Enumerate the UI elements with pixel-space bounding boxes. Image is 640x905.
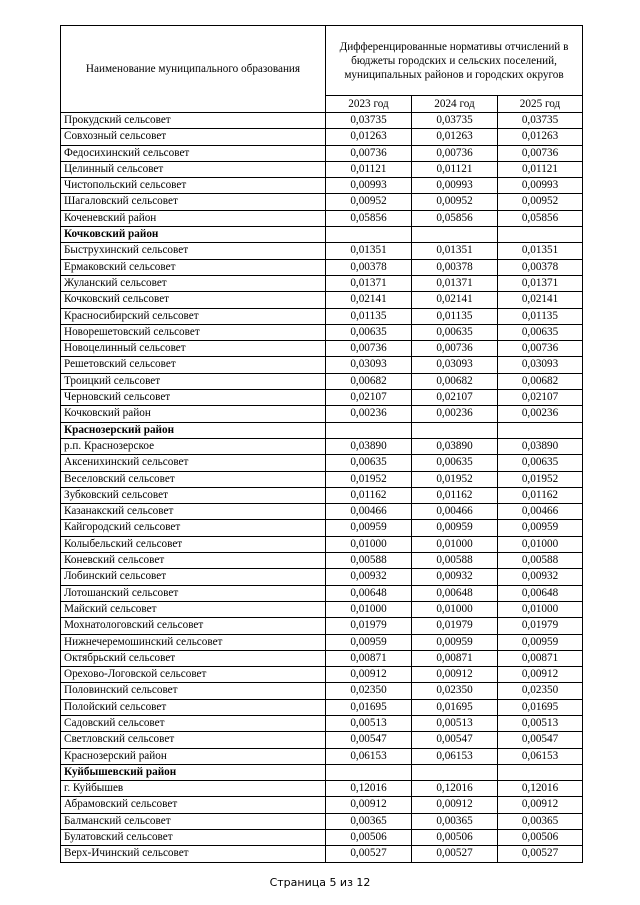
norm-value-2023: 0,00959 <box>326 634 412 650</box>
header-year-2025: 2025 год <box>498 96 583 113</box>
norm-value-2024: 0,01351 <box>412 243 498 259</box>
norm-value-2025: 0,00466 <box>498 504 583 520</box>
norm-value-2024: 0,03093 <box>412 357 498 373</box>
table-row <box>61 830 583 846</box>
norm-value-2023: 0,00527 <box>326 846 412 862</box>
norm-value-2023: 0,03735 <box>326 113 412 129</box>
municipality-name: Лотошанский сельсовет <box>61 585 326 601</box>
municipality-name: Булатовский сельсовет <box>61 830 326 846</box>
table-row <box>61 308 583 324</box>
norm-value-2025: 0,01695 <box>498 699 583 715</box>
norm-value-2023: 0,02350 <box>326 683 412 699</box>
header-year-2023: 2023 год <box>326 96 412 113</box>
table-row <box>61 781 583 797</box>
municipality-name: Федосихинский сельсовет <box>61 145 326 161</box>
norm-value-2023: 0,00993 <box>326 178 412 194</box>
norm-value-2023: 0,01371 <box>326 275 412 291</box>
norm-value-2025: 0,00959 <box>498 520 583 536</box>
norm-value-2024: 0,12016 <box>412 781 498 797</box>
municipality-name: Абрамовский сельсовет <box>61 797 326 813</box>
table-row <box>61 113 583 129</box>
norm-value-2023: 0,01351 <box>326 243 412 259</box>
table-row <box>61 846 583 862</box>
norm-value-2024: 0,00648 <box>412 585 498 601</box>
norm-value-2023: 0,00506 <box>326 830 412 846</box>
section-row <box>61 764 583 780</box>
empty-cell <box>326 764 412 780</box>
norm-value-2024: 0,00527 <box>412 846 498 862</box>
norm-value-2024: 0,01371 <box>412 275 498 291</box>
empty-cell <box>412 764 498 780</box>
norm-value-2025: 0,01000 <box>498 536 583 552</box>
norm-value-2025: 0,02350 <box>498 683 583 699</box>
norm-value-2025: 0,01952 <box>498 471 583 487</box>
norm-value-2024: 0,00736 <box>412 341 498 357</box>
norm-value-2023: 0,00912 <box>326 667 412 683</box>
norm-value-2024: 0,00635 <box>412 455 498 471</box>
table-row <box>61 520 583 536</box>
norm-value-2024: 0,00959 <box>412 520 498 536</box>
table-row <box>61 650 583 666</box>
table-row <box>61 536 583 552</box>
table-row <box>61 161 583 177</box>
norm-value-2025: 0,01000 <box>498 601 583 617</box>
table-row <box>61 145 583 161</box>
norm-value-2023: 0,02141 <box>326 292 412 308</box>
municipality-name: Кочковский район <box>61 406 326 422</box>
municipality-name: Ермаковский сельсовет <box>61 259 326 275</box>
table-row <box>61 487 583 503</box>
norm-value-2024: 0,00871 <box>412 650 498 666</box>
table-row <box>61 748 583 764</box>
municipality-name: Жуланский сельсовет <box>61 275 326 291</box>
norm-value-2023: 0,00588 <box>326 553 412 569</box>
empty-cell <box>498 422 583 438</box>
table-row <box>61 259 583 275</box>
municipality-name: Черновский сельсовет <box>61 390 326 406</box>
norm-value-2025: 0,00506 <box>498 830 583 846</box>
municipality-name: Полойский сельсовет <box>61 699 326 715</box>
norm-value-2024: 0,01135 <box>412 308 498 324</box>
table-row <box>61 813 583 829</box>
table-row <box>61 324 583 340</box>
norm-value-2025: 0,00527 <box>498 846 583 862</box>
table-row <box>61 667 583 683</box>
norm-value-2025: 0,03890 <box>498 438 583 454</box>
norm-value-2025: 0,01351 <box>498 243 583 259</box>
table-row <box>61 275 583 291</box>
empty-cell <box>498 764 583 780</box>
norm-value-2023: 0,00635 <box>326 324 412 340</box>
municipality-name: Совхозный сельсовет <box>61 129 326 145</box>
norm-value-2025: 0,05856 <box>498 210 583 226</box>
norm-value-2025: 0,00547 <box>498 732 583 748</box>
norm-value-2025: 0,00912 <box>498 667 583 683</box>
norm-value-2023: 0,03890 <box>326 438 412 454</box>
norm-value-2024: 0,01121 <box>412 161 498 177</box>
norm-value-2024: 0,03890 <box>412 438 498 454</box>
municipality-name: Красносибирский сельсовет <box>61 308 326 324</box>
municipality-name: Колыбельский сельсовет <box>61 536 326 552</box>
norm-value-2023: 0,00365 <box>326 813 412 829</box>
norm-value-2025: 0,00635 <box>498 455 583 471</box>
norm-value-2023: 0,00466 <box>326 504 412 520</box>
municipality-name: Половинский сельсовет <box>61 683 326 699</box>
norm-value-2023: 0,00871 <box>326 650 412 666</box>
norm-value-2025: 0,00993 <box>498 178 583 194</box>
municipality-name: Краснозерский район <box>61 748 326 764</box>
norm-value-2025: 0,00236 <box>498 406 583 422</box>
norm-value-2023: 0,01000 <box>326 601 412 617</box>
municipality-name: Новоцелинный сельсовет <box>61 341 326 357</box>
norm-value-2023: 0,01121 <box>326 161 412 177</box>
norm-value-2023: 0,01135 <box>326 308 412 324</box>
norm-value-2024: 0,00932 <box>412 569 498 585</box>
municipality-name: Кайгородский сельсовет <box>61 520 326 536</box>
table-row <box>61 243 583 259</box>
norm-value-2024: 0,02350 <box>412 683 498 699</box>
norm-value-2024: 0,00378 <box>412 259 498 275</box>
municipality-name: Мохнатологовский сельсовет <box>61 618 326 634</box>
norm-value-2025: 0,00871 <box>498 650 583 666</box>
norm-value-2023: 0,00547 <box>326 732 412 748</box>
table-row <box>61 406 583 422</box>
municipality-name: г. Куйбышев <box>61 781 326 797</box>
table-row <box>61 194 583 210</box>
municipality-name: Решетовский сельсовет <box>61 357 326 373</box>
header-norms-group: Дифференцированные нормативы отчислений в бюджеты городских и сельских поселений, муниципальных районов и городских округов <box>326 26 583 96</box>
norm-value-2024: 0,00912 <box>412 797 498 813</box>
norm-value-2023: 0,02107 <box>326 390 412 406</box>
norm-value-2023: 0,00952 <box>326 194 412 210</box>
table-row <box>61 732 583 748</box>
norm-value-2024: 0,01263 <box>412 129 498 145</box>
norm-value-2024: 0,00466 <box>412 504 498 520</box>
norm-value-2025: 0,00952 <box>498 194 583 210</box>
norm-value-2025: 0,02141 <box>498 292 583 308</box>
table-row <box>61 129 583 145</box>
municipality-name: Аксенихинский сельсовет <box>61 455 326 471</box>
norm-value-2023: 0,00236 <box>326 406 412 422</box>
table-row <box>61 699 583 715</box>
norm-value-2025: 0,00912 <box>498 797 583 813</box>
municipality-name: Садовский сельсовет <box>61 715 326 731</box>
table-body <box>61 113 583 863</box>
norm-value-2024: 0,01000 <box>412 601 498 617</box>
table-row <box>61 373 583 389</box>
municipality-name: Верх-Ичинский сельсовет <box>61 846 326 862</box>
norm-value-2025: 0,00736 <box>498 145 583 161</box>
section-title: Кочковский район <box>61 227 326 243</box>
norm-value-2025: 0,00959 <box>498 634 583 650</box>
norm-value-2025: 0,01162 <box>498 487 583 503</box>
table-row <box>61 357 583 373</box>
municipality-name: Чистопольский сельсовет <box>61 178 326 194</box>
norm-value-2025: 0,03093 <box>498 357 583 373</box>
norm-value-2023: 0,01000 <box>326 536 412 552</box>
table-row <box>61 504 583 520</box>
norm-value-2024: 0,02107 <box>412 390 498 406</box>
municipality-name: Новорешетовский сельсовет <box>61 324 326 340</box>
norm-value-2023: 0,01162 <box>326 487 412 503</box>
norm-value-2024: 0,02141 <box>412 292 498 308</box>
municipality-name: Коневский сельсовет <box>61 553 326 569</box>
norm-value-2024: 0,00236 <box>412 406 498 422</box>
norm-value-2023: 0,00912 <box>326 797 412 813</box>
table-row <box>61 585 583 601</box>
municipality-name: Лобинский сельсовет <box>61 569 326 585</box>
norm-value-2025: 0,01371 <box>498 275 583 291</box>
table-row <box>61 797 583 813</box>
norm-value-2024: 0,00952 <box>412 194 498 210</box>
norm-value-2024: 0,01162 <box>412 487 498 503</box>
table-row <box>61 618 583 634</box>
table-row <box>61 601 583 617</box>
table-row <box>61 341 583 357</box>
municipality-name: Орехово-Логовской сельсовет <box>61 667 326 683</box>
municipality-name: Кочковский сельсовет <box>61 292 326 308</box>
norm-value-2023: 0,00682 <box>326 373 412 389</box>
norm-value-2025: 0,12016 <box>498 781 583 797</box>
norm-value-2025: 0,00932 <box>498 569 583 585</box>
municipality-name: Шагаловский сельсовет <box>61 194 326 210</box>
municipality-name: Октябрьский сельсовет <box>61 650 326 666</box>
table-row <box>61 471 583 487</box>
norm-value-2024: 0,00365 <box>412 813 498 829</box>
norm-value-2024: 0,00506 <box>412 830 498 846</box>
norm-value-2025: 0,00648 <box>498 585 583 601</box>
norm-value-2024: 0,00736 <box>412 145 498 161</box>
norm-value-2024: 0,06153 <box>412 748 498 764</box>
municipality-name: Казанакский сельсовет <box>61 504 326 520</box>
norm-value-2025: 0,00378 <box>498 259 583 275</box>
norm-value-2023: 0,00959 <box>326 520 412 536</box>
municipality-name: Прокудский сельсовет <box>61 113 326 129</box>
table-row <box>61 569 583 585</box>
norm-value-2023: 0,03093 <box>326 357 412 373</box>
norm-value-2023: 0,00378 <box>326 259 412 275</box>
norm-value-2025: 0,06153 <box>498 748 583 764</box>
norm-value-2025: 0,00682 <box>498 373 583 389</box>
norm-value-2023: 0,05856 <box>326 210 412 226</box>
municipality-name: Майский сельсовет <box>61 601 326 617</box>
norm-value-2023: 0,00513 <box>326 715 412 731</box>
norm-value-2023: 0,01952 <box>326 471 412 487</box>
section-title: Краснозерский район <box>61 422 326 438</box>
municipality-name: Веселовский сельсовет <box>61 471 326 487</box>
table-row <box>61 634 583 650</box>
norm-value-2025: 0,02107 <box>498 390 583 406</box>
norm-value-2024: 0,01000 <box>412 536 498 552</box>
norm-value-2023: 0,00736 <box>326 145 412 161</box>
norm-value-2024: 0,00682 <box>412 373 498 389</box>
norm-value-2025: 0,00588 <box>498 553 583 569</box>
table-row <box>61 715 583 731</box>
norm-value-2023: 0,01263 <box>326 129 412 145</box>
header-year-2024: 2024 год <box>412 96 498 113</box>
norm-value-2025: 0,00736 <box>498 341 583 357</box>
norm-value-2024: 0,00635 <box>412 324 498 340</box>
norm-value-2024: 0,05856 <box>412 210 498 226</box>
table-row <box>61 292 583 308</box>
norm-value-2024: 0,01952 <box>412 471 498 487</box>
norm-value-2023: 0,06153 <box>326 748 412 764</box>
norm-value-2023: 0,00736 <box>326 341 412 357</box>
norm-value-2025: 0,03735 <box>498 113 583 129</box>
table-row <box>61 390 583 406</box>
norm-value-2023: 0,00648 <box>326 585 412 601</box>
table-row <box>61 553 583 569</box>
municipality-name: Балманский сельсовет <box>61 813 326 829</box>
norm-value-2024: 0,01979 <box>412 618 498 634</box>
municipality-name: р.п. Краснозерское <box>61 438 326 454</box>
norm-value-2023: 0,12016 <box>326 781 412 797</box>
norm-value-2023: 0,00932 <box>326 569 412 585</box>
norm-value-2023: 0,01695 <box>326 699 412 715</box>
norm-value-2025: 0,01979 <box>498 618 583 634</box>
table-row <box>61 438 583 454</box>
norm-value-2024: 0,01695 <box>412 699 498 715</box>
norm-value-2024: 0,00959 <box>412 634 498 650</box>
municipality-name: Коченевский район <box>61 210 326 226</box>
header-name-column: Наименование муниципального образования <box>61 26 326 113</box>
norm-value-2024: 0,00993 <box>412 178 498 194</box>
municipality-name: Быструхинский сельсовет <box>61 243 326 259</box>
norm-value-2023: 0,01979 <box>326 618 412 634</box>
norm-value-2024: 0,00912 <box>412 667 498 683</box>
municipality-name: Зубковский сельсовет <box>61 487 326 503</box>
norm-value-2025: 0,01263 <box>498 129 583 145</box>
municipality-name: Светловский сельсовет <box>61 732 326 748</box>
table-row <box>61 210 583 226</box>
municipality-name: Целинный сельсовет <box>61 161 326 177</box>
norm-value-2024: 0,00547 <box>412 732 498 748</box>
norms-table <box>60 25 583 863</box>
table-row <box>61 683 583 699</box>
norm-value-2024: 0,00513 <box>412 715 498 731</box>
section-title: Куйбышевский район <box>61 764 326 780</box>
empty-cell <box>498 227 583 243</box>
norm-value-2025: 0,00635 <box>498 324 583 340</box>
norm-value-2025: 0,01121 <box>498 161 583 177</box>
municipality-name: Троицкий сельсовет <box>61 373 326 389</box>
norm-value-2024: 0,03735 <box>412 113 498 129</box>
norm-value-2023: 0,00635 <box>326 455 412 471</box>
empty-cell <box>412 422 498 438</box>
empty-cell <box>412 227 498 243</box>
table-row <box>61 455 583 471</box>
norm-value-2025: 0,00513 <box>498 715 583 731</box>
empty-cell <box>326 422 412 438</box>
norm-value-2024: 0,00588 <box>412 553 498 569</box>
table-header-row <box>61 26 583 96</box>
page-footer: Страница 5 из 12 <box>269 876 371 889</box>
table-row <box>61 178 583 194</box>
norm-value-2025: 0,00365 <box>498 813 583 829</box>
section-row <box>61 422 583 438</box>
municipality-name: Нижнечеремошинский сельсовет <box>61 634 326 650</box>
empty-cell <box>326 227 412 243</box>
section-row <box>61 227 583 243</box>
norm-value-2025: 0,01135 <box>498 308 583 324</box>
